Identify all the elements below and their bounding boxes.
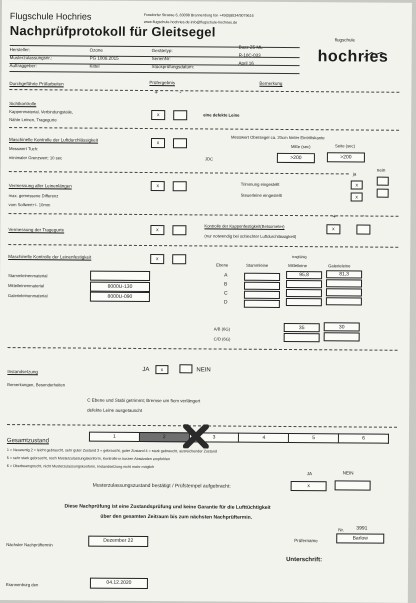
- jdc-label: JDC: [204, 156, 214, 162]
- c-mittel-cell[interactable]: [286, 289, 322, 297]
- seriennr-value: R-10C-033: [238, 52, 261, 58]
- col-minus: -: [179, 90, 182, 97]
- stueckpruefung-label: Stückprüfungsdatum:: [151, 64, 195, 70]
- ebene-label: Ebene: [216, 262, 229, 268]
- instand-nein-label: NEIN: [196, 367, 211, 374]
- condition-cross-mark-icon: [183, 424, 209, 448]
- c-stamm-cell[interactable]: [244, 291, 280, 299]
- address-line-1: Frasdorfer Strasse 6, 83098 Brannenburg fon +49(0)8034/9079616: [143, 12, 254, 18]
- sicht-title: Sichtkontrolle: [9, 101, 37, 107]
- d-stamm-cell[interactable]: [244, 300, 280, 308]
- a-mittel-cell[interactable]: 95,8: [286, 271, 322, 279]
- tragegurt-plus-checkbox[interactable]: x: [150, 225, 164, 235]
- sicht-note: eine defekte Leine: [203, 112, 240, 118]
- col-pruefergebnis: Prüfergebnis: [149, 80, 175, 86]
- col-plus: +: [154, 90, 158, 97]
- reiss-minus-checkbox[interactable]: [172, 254, 186, 264]
- condition-scale: [89, 432, 389, 444]
- cd-label: C/D (6G): [213, 336, 231, 342]
- geraetetyp-label: Gerätetyp:: [151, 48, 173, 54]
- logo-ridge-icon: [364, 45, 384, 51]
- leinen-minus-checkbox[interactable]: [173, 181, 187, 191]
- statement-line-2: über den gesamten Zeitraum bis zum nächsten Nachprüftermin.: [100, 513, 253, 521]
- row-b-label: B: [223, 281, 228, 288]
- a-galerie-cell[interactable]: 81,3: [326, 270, 362, 278]
- trimmung-label: Trimmung eingestellt: [240, 181, 280, 187]
- musterzulassung-label: Musterzulassungsnr.:: [9, 55, 53, 61]
- col-mittel-top-label: tragfähig: [292, 255, 307, 260]
- bestaetigung-text: Musterzulassungszustand bestätigt / Prüfstempel aufgebracht:: [92, 482, 231, 490]
- kappen-minus-checkbox[interactable]: [356, 224, 370, 234]
- steuer-ja-checkbox[interactable]: x: [351, 192, 363, 201]
- naechster-label: Nächster Nachprüftermin: [6, 542, 53, 548]
- school-name: Flugschule Hochries: [9, 11, 92, 22]
- geraetetyp-value: Buzz Z5 ML: [238, 44, 263, 50]
- luft-plus-checkbox[interactable]: x: [151, 138, 165, 148]
- tragegurt-title: Vermessung der Tragegurte: [8, 227, 65, 233]
- divider-1: [9, 89, 399, 93]
- leinen-title: Vermessung aller Leinenlängen: [8, 183, 72, 189]
- condition-2[interactable]: 2: [140, 432, 190, 442]
- nein-label: nein: [376, 167, 386, 173]
- steuer-nein-checkbox[interactable]: [377, 189, 389, 198]
- instandsetzung-title: Instandsetzung: [7, 369, 38, 375]
- trimm-nein-checkbox[interactable]: [377, 177, 389, 186]
- b-mittel-cell[interactable]: [286, 280, 322, 288]
- divider-4: [9, 213, 399, 217]
- mittel-label: Mittelleinenmaterial: [7, 283, 45, 289]
- condition-4[interactable]: 4: [239, 433, 289, 443]
- seriennr-label: SerienNr:: [151, 56, 171, 62]
- nr-value: 3991: [356, 525, 368, 532]
- seite-value-field[interactable]: >200: [327, 152, 365, 162]
- galerie-label: Galerieleinenmaterial: [7, 293, 48, 299]
- bestaetigung-ja-label: JA: [306, 471, 312, 477]
- col-galerie-label: Galerieleine: [328, 263, 351, 269]
- row-d-label: D: [223, 299, 228, 306]
- stueckpruefung-value: April 16: [238, 60, 254, 66]
- trimm-ja-checkbox[interactable]: x: [351, 180, 363, 189]
- mitte-value-field[interactable]: >200: [277, 153, 315, 163]
- leinen-sub-1: max. gemessene Differenz: [8, 193, 59, 199]
- divider-3: [9, 171, 349, 174]
- logo-main-text: hochries: [317, 48, 389, 66]
- condition-legend-3: 6 = Überbeansprucht, nicht Musterzulassungskonform, Instandsetzung nicht mehr möglich: [6, 464, 155, 470]
- kappen-note-1: Kontrolle der Kappenfestigkeit(Betsometer): [204, 223, 285, 229]
- document-title: Nachprüfprotokoll für Gleitsegel: [9, 23, 216, 40]
- ab-mittel-cell[interactable]: 35: [284, 323, 320, 332]
- tragegurt-minus-checkbox[interactable]: [172, 225, 186, 235]
- condition-1[interactable]: 1: [89, 432, 140, 442]
- bestaetigung-ja-checkbox[interactable]: x: [291, 481, 327, 491]
- luft-title: Maschinelle Kontrolle der Luftdurchlässigkeit: [9, 137, 99, 143]
- mitte-label: Mitte (sec): [290, 144, 311, 150]
- condition-6[interactable]: 6: [339, 433, 389, 443]
- auftraggeber-value: Kittel: [89, 63, 100, 69]
- statement-line-1: Diese Nachprüfung ist eine Zustandsprüfung und keine Garantie für die Lufttüchtigkeit: [64, 503, 271, 511]
- leinen-plus-checkbox[interactable]: x: [151, 181, 165, 191]
- sicht-minus-checkbox[interactable]: [173, 110, 187, 120]
- bemerkung-note-2: defekte Leine ausgetauscht: [87, 407, 143, 413]
- col-pruefarbeiten: Durchgeführte Prüfarbeiten: [9, 81, 64, 87]
- leinen-sub-2: vom Sollwert+/- 10mm: [8, 202, 51, 208]
- ab-label: A/B (6G): [213, 326, 231, 332]
- unterschrift-label: Unterschrift:: [286, 556, 323, 564]
- instand-ja-label: JA: [142, 366, 150, 374]
- col-stamm-label: Stammleine: [246, 262, 269, 268]
- address-line-2: www.flugschule-hochries.de info@flugschule-hochries.de: [143, 19, 238, 25]
- luft-sub-2: minimaler Grenzwert: 10 sec: [8, 155, 63, 161]
- hersteller-label: Hersteller:: [9, 47, 31, 53]
- col-bemerkung: Bemerkung: [259, 80, 283, 86]
- brannenburg-date-field[interactable]: 04.12.2020: [90, 578, 148, 589]
- cd-mittel-cell[interactable]: [284, 333, 320, 342]
- condition-5[interactable]: 5: [289, 433, 339, 443]
- condition-3[interactable]: 3: [190, 432, 240, 442]
- reiss-plus-checkbox[interactable]: x: [150, 254, 164, 264]
- instand-ja-checkbox[interactable]: x: [155, 365, 168, 374]
- logo-top-text: flugschule: [334, 37, 356, 43]
- d-galerie-cell[interactable]: [326, 297, 362, 305]
- b-stamm-cell[interactable]: [244, 282, 280, 290]
- seite-label: Seite (sec): [334, 143, 356, 149]
- kappen-minus: -: [362, 213, 365, 220]
- stamm-label: Stammleinenmaterial: [8, 273, 48, 279]
- sicht-sub-2: Nähte Leinen, Tragegurte: [9, 117, 57, 123]
- row-c-label: C: [223, 290, 228, 297]
- naechster-field[interactable]: Dezember 22: [88, 536, 148, 547]
- bemerkung-note-1: C Ebene und Stabi getrimmt; Bremse um 5cm verlängert: [87, 397, 201, 404]
- hersteller-value: Ozone: [89, 47, 103, 53]
- bestaetigung-nein-label: NEIN: [342, 470, 354, 476]
- sicht-sub-1: Kappenmaterial, Verbindungsteile,: [9, 109, 74, 115]
- divider-2: [9, 127, 399, 131]
- instand-nein-checkbox[interactable]: [179, 364, 192, 373]
- cd-galerie-cell[interactable]: [324, 332, 360, 341]
- stamm-material-field[interactable]: [90, 271, 150, 281]
- col-mittel-label: Mittelleine: [288, 263, 308, 269]
- bestaetigung-nein-checkbox[interactable]: [335, 480, 371, 490]
- divider-5: [8, 244, 398, 248]
- ja-label: ja: [352, 171, 357, 177]
- reiss-title: Maschinelle Kontrolle der Leinenfestigkeit: [8, 254, 92, 260]
- divider-6: [8, 347, 398, 351]
- condition-legend-2: 5 = sehr stark gebraucht, noch Musterzulassungskonform, Kontrolle in kurzen Abständen empfohlen: [6, 456, 171, 462]
- row-a-label: A: [224, 272, 228, 279]
- musterzulassung-value: PG 1008.2015: [89, 55, 119, 61]
- ab-galerie-cell[interactable]: 30: [324, 322, 360, 331]
- luft-sub-1: Messwert Tuch:: [8, 146, 39, 152]
- info-bottom-line: [9, 71, 299, 74]
- auftraggeber-label: Auftraggeber:: [9, 63, 37, 69]
- bemerkungen-label: Bemerkungen, Besonderheiten: [7, 382, 66, 388]
- brannenburg-label: Brannenburg den: [5, 582, 39, 588]
- mittel-material-field[interactable]: 8000U-130: [90, 282, 150, 292]
- c-galerie-cell[interactable]: [326, 288, 362, 296]
- b-galerie-cell[interactable]: [326, 279, 362, 287]
- nr-label: Nr.: [338, 527, 345, 533]
- sicht-plus-checkbox[interactable]: x: [151, 110, 165, 120]
- galerie-material-field[interactable]: 8000U-090: [90, 292, 150, 302]
- d-mittel-cell[interactable]: [286, 298, 322, 306]
- pruefername-field[interactable]: Barlow: [336, 533, 384, 543]
- a-stamm-cell[interactable]: [244, 273, 280, 281]
- gesamtzustand-title: Gesamtzustand: [6, 438, 49, 445]
- kappen-plus: +: [332, 214, 337, 221]
- kappen-plus-checkbox[interactable]: x: [326, 224, 340, 234]
- condition-legend-1: 1 = Neuwertig 2 = leicht gebraucht, sehr guter Zustand 3 = gebraucht, guter Zustand 4 = stark gebraucht, ausreichender Zustand: [6, 448, 217, 454]
- pruefername-label: Prüfername: [294, 538, 318, 544]
- kappen-note-2: (nur notwendig bei schlechter Luftdurchlässigkeit): [204, 233, 297, 240]
- steuerleine-label: Steuerleine eingestellt: [240, 192, 282, 198]
- luft-minus-checkbox[interactable]: [173, 138, 187, 148]
- luft-note: Messwert Obersegel ca. 20cm hinter Eintrittskante: [231, 134, 325, 141]
